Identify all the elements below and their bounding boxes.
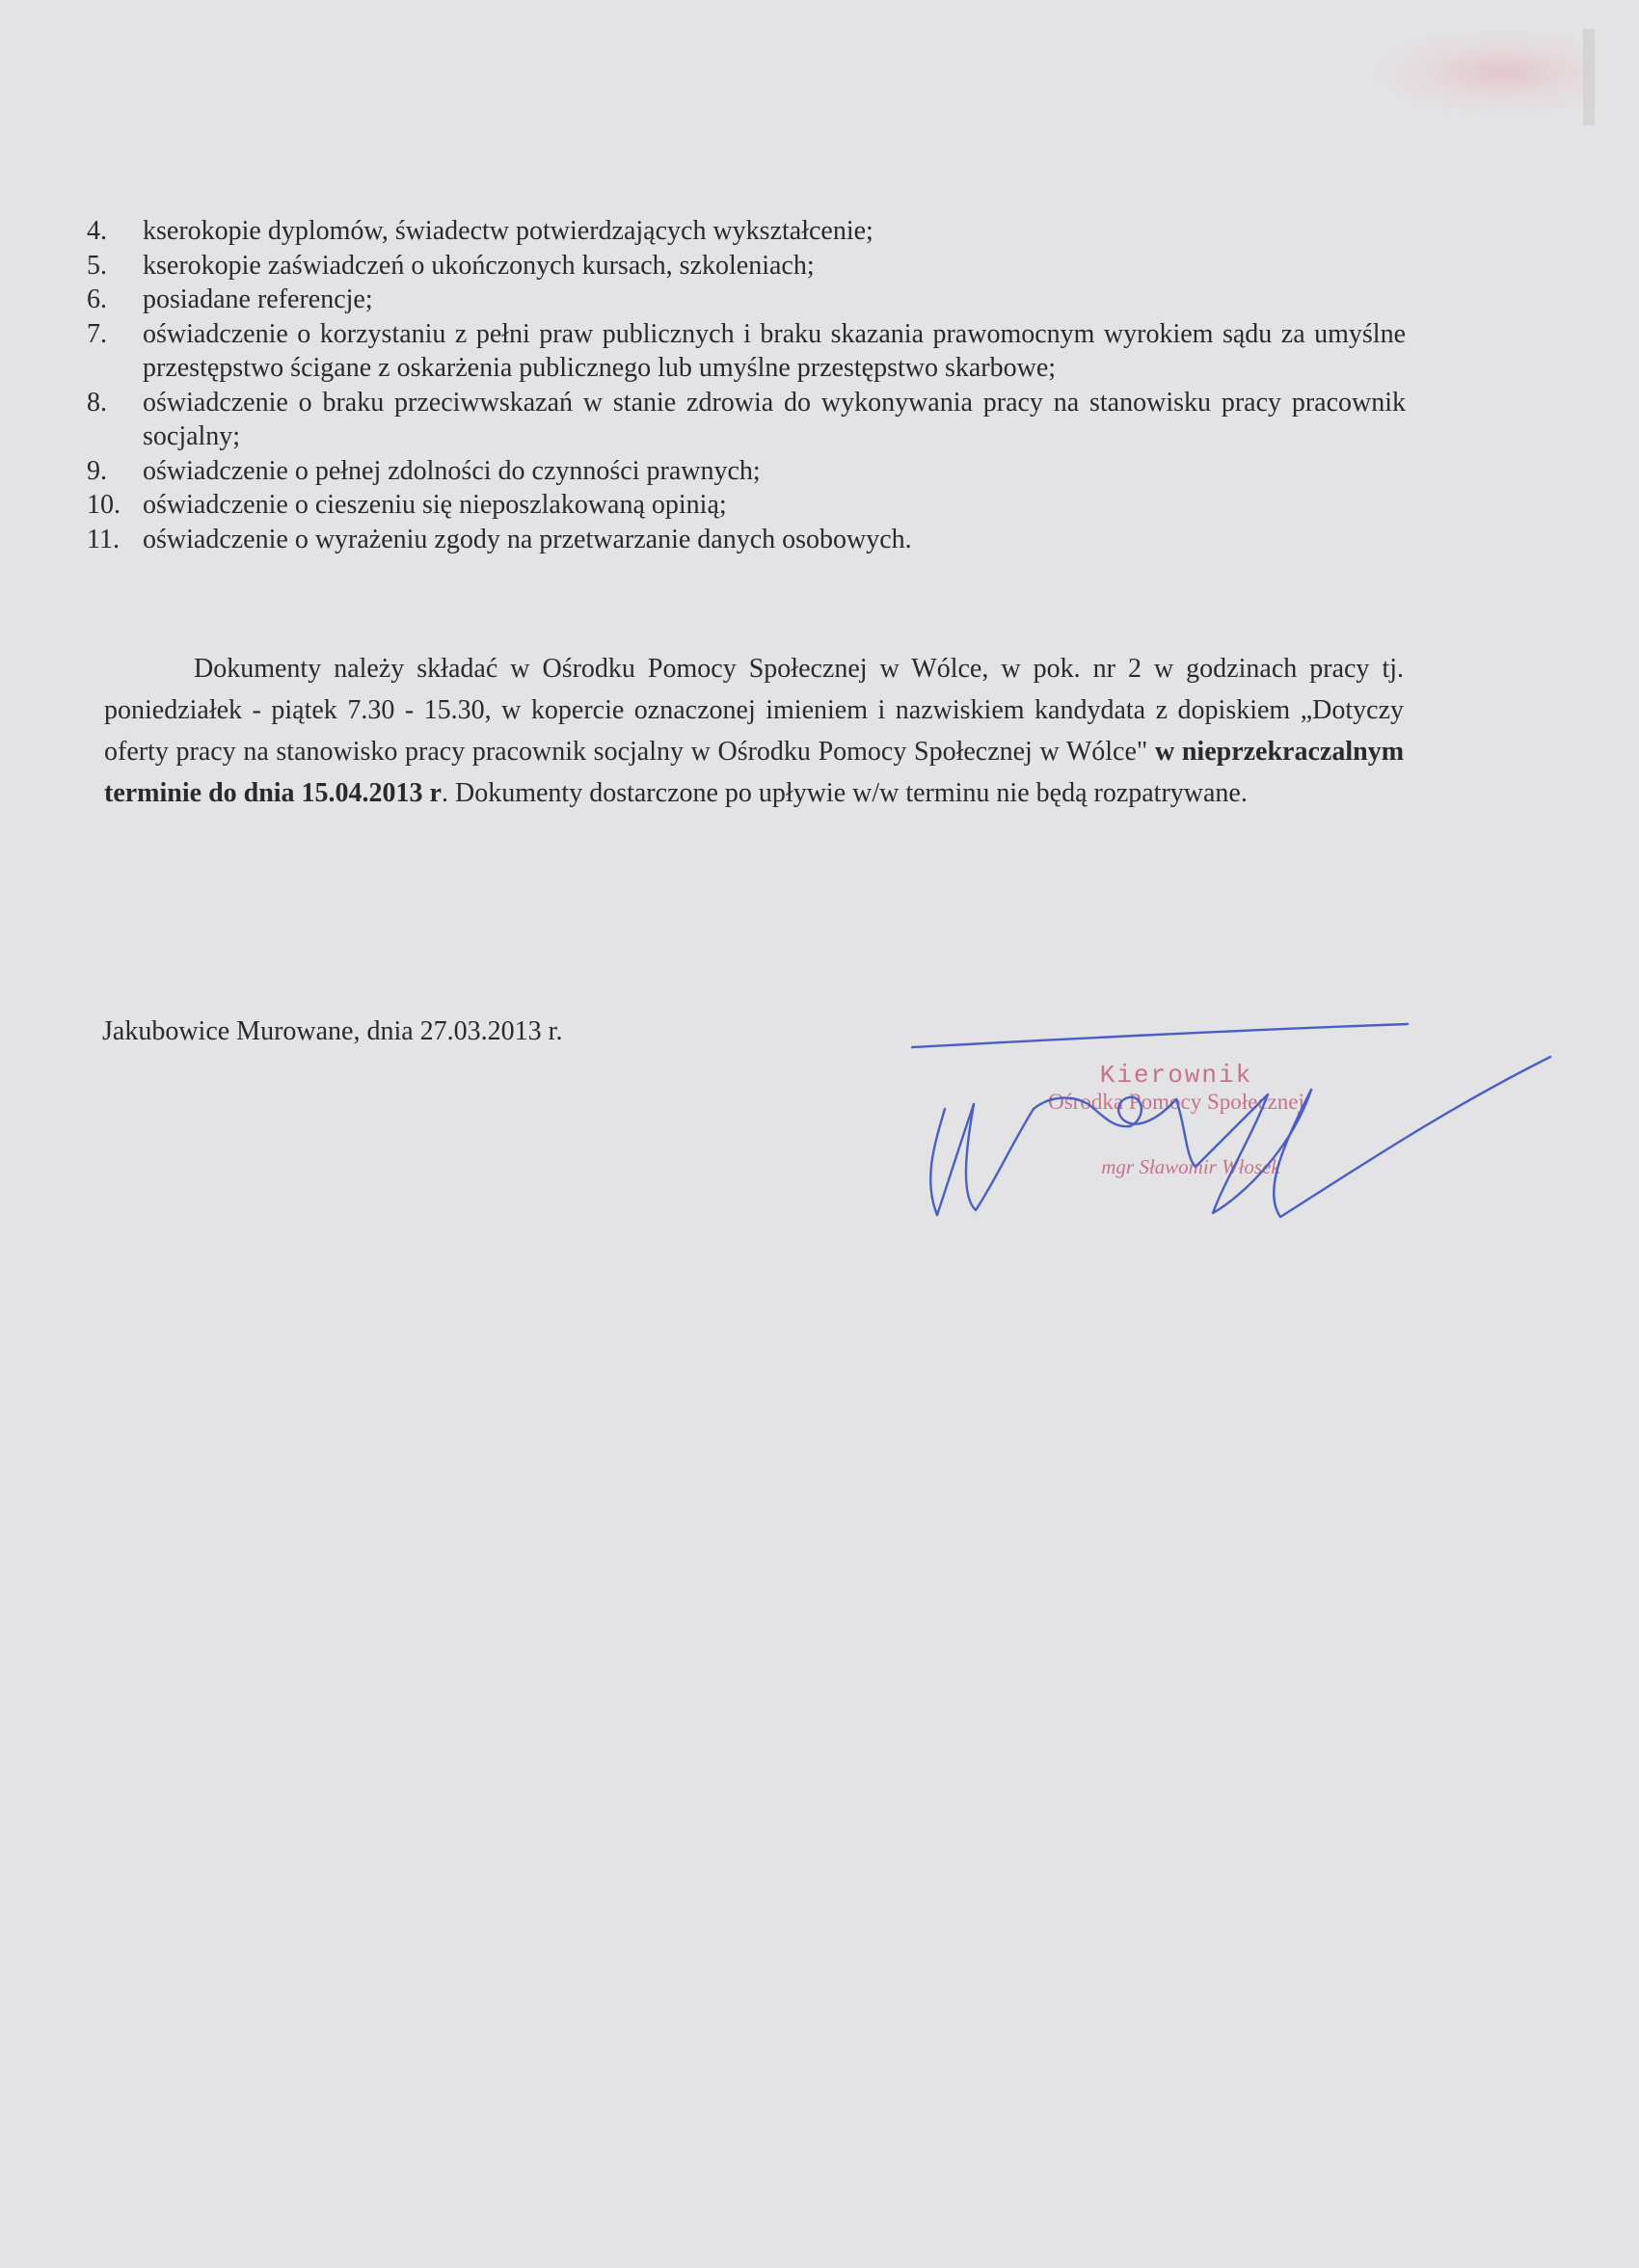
- stamp-organization: Ośrodka Pomocy Społecznej: [1048, 1090, 1304, 1114]
- list-item: [87, 488, 1406, 523]
- submission-paragraph: [104, 648, 1404, 814]
- handwritten-signature: [906, 1012, 1562, 1225]
- list-item: [87, 386, 1406, 454]
- list-text: oświadczenie o cieszeniu się nieposzlakowaną opinią;: [143, 490, 727, 520]
- list-item: [87, 214, 1406, 249]
- list-text: kserokopie dyplomów, świadectw potwierdzających wykształcenie;: [143, 216, 873, 246]
- list-item: [87, 523, 1406, 557]
- list-text: oświadczenie o wyrażeniu zgody na przetwarzanie danych osobowych.: [143, 524, 912, 554]
- list-number: 8.: [87, 387, 107, 418]
- list-text: oświadczenie o pełnej zdolności do czynności prawnych;: [143, 455, 761, 486]
- list-text: oświadczenie o braku przeciwwskazań w stanie zdrowia do wykonywania pracy na stanowisku pracy pracownik socjalny;: [143, 387, 1406, 451]
- place-and-date: Jakubowice Murowane, dnia 27.03.2013 r.: [102, 1016, 563, 1046]
- list-item: [87, 283, 1406, 317]
- list-number: 7.: [87, 318, 107, 349]
- stamp-title: Kierownik: [1099, 1061, 1253, 1090]
- list-number: 10.: [87, 490, 121, 520]
- list-number: 4.: [87, 216, 107, 246]
- list-number: 6.: [87, 284, 107, 314]
- requirements-list: [87, 214, 1406, 556]
- list-item: [87, 317, 1406, 386]
- list-item: [87, 454, 1406, 489]
- list-number: 5.: [87, 250, 107, 281]
- stamp-name: mgr Sławomir Włosek: [1101, 1155, 1280, 1178]
- deadline-text: w nieprzekraczalnym terminie do dnia 15.04.2013 r: [104, 737, 1405, 808]
- list-text: oświadczenie o korzystaniu z pełni praw publicznych i braku skazania prawomocnym wyrokiem sądu za umyślne przestępstwo ścigane z oskarżenia publicznego lub umyślne przestępstwo skarbowe;: [143, 318, 1406, 383]
- list-number: 11.: [87, 524, 120, 554]
- scan-edge: [1583, 29, 1595, 125]
- list-item: [87, 249, 1406, 284]
- scan-artifact: [1369, 29, 1591, 116]
- paragraph-text: Dokumenty należy składać w Ośrodku Pomocy Społecznej w Wólce, w pok. nr 2 w godzinach pracy tj. poniedziałek - piątek 7.30 - 15.30, w kopercie oznaczonej imieniem i nazwiskiem kandydata z dopiskiem „Dotyczy oferty pracy na stanowisko pracy pracownik socjalny w Ośrodku Pomocy Społecznej w Wólce": [104, 654, 1404, 767]
- list-text: kserokopie zaświadczeń o ukończonych kursach, szkoleniach;: [143, 250, 815, 281]
- paragraph-text-end: . Dokumenty dostarczone po upływie w/w terminu nie będą rozpatrywane.: [442, 778, 1248, 808]
- list-number: 9.: [87, 455, 107, 486]
- list-text: posiadane referencje;: [143, 284, 373, 314]
